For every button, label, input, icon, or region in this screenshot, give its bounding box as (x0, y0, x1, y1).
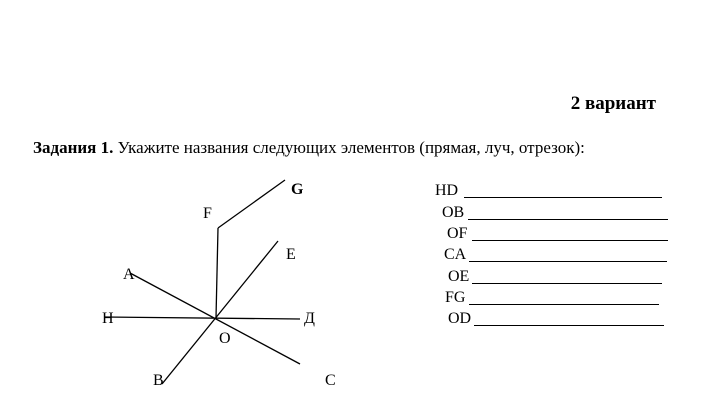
answer-row-oe (432, 266, 672, 287)
line-be (162, 241, 278, 384)
answer-label: FG (445, 289, 466, 306)
answer-row-of (432, 223, 672, 244)
label-c: C (325, 372, 336, 389)
answer-label: OF (447, 225, 468, 242)
label-o: O (219, 330, 231, 347)
label-g: G (291, 181, 304, 198)
task-number: Задания 1. (33, 138, 114, 157)
line-hd (104, 317, 300, 319)
answer-blank[interactable] (474, 325, 664, 326)
label-f: F (203, 205, 212, 222)
segment-fg (218, 180, 285, 228)
answer-row-fg (432, 287, 672, 308)
answer-row-ob (432, 202, 672, 223)
answer-blank[interactable] (468, 219, 668, 220)
label-a: A (123, 266, 135, 283)
answer-label: OE (448, 268, 470, 285)
answer-blank[interactable] (469, 304, 659, 305)
answer-label: OB (442, 204, 465, 221)
answer-label: OD (448, 310, 472, 327)
answer-blank[interactable] (464, 197, 662, 198)
label-e: E (286, 246, 296, 263)
answer-label: HD (435, 182, 459, 199)
answer-blank[interactable] (469, 261, 667, 262)
answer-blank[interactable] (472, 283, 662, 284)
label-b: B (153, 372, 164, 389)
label-h: H (102, 310, 114, 327)
answer-row-hd (432, 180, 664, 201)
answer-blank[interactable] (472, 240, 668, 241)
task-text: Укажите названия следующих элементов (прямая, луч, отрезок): (117, 138, 585, 157)
variant-heading: 2 вариант (570, 93, 656, 114)
segment-of (216, 228, 218, 318)
answer-label: CA (444, 246, 467, 263)
answer-row-ca (432, 244, 672, 265)
label-d: Д (304, 310, 315, 327)
answer-row-od (432, 308, 672, 329)
